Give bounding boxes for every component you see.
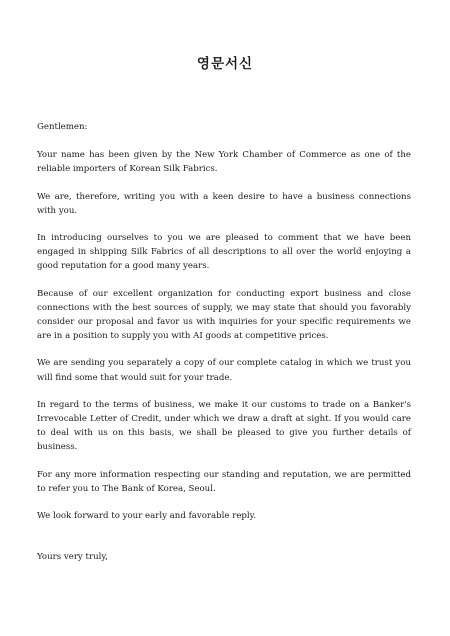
paragraph-5: We are sending you separately a copy of our complete catalog in which we trust you will find some that would suit for your trade. xyxy=(37,358,411,383)
paragraph-6: In regard to the terms of business, we make it our customs to trade on a Banker's Irrevocable Letter of Credit, under which we draw a draft at sight. If you would care to deal with us on this basis, we shall be pleased to give you further details of business. xyxy=(37,399,411,453)
paragraph-2: We are, therefore, writing you with a keen desire to have a business connections with you. xyxy=(37,191,411,216)
paragraph-3: In introducing ourselves to you we are pleased to comment that we have been engaged in shipping Silk Fabrics of all descriptions to all over the world enjoying a good reputation for a good many years. xyxy=(37,233,411,272)
paragraph-1: Your name has been given by the New York Chamber of Commerce as one of the reliable importers of Korean Silk Fabrics. xyxy=(37,150,411,175)
document-title: 영문서신 xyxy=(196,56,254,72)
paragraph-8: We look forward to your early and favorable reply. xyxy=(37,511,257,522)
paragraph-7: For any more information respecting our standing and reputation, we are permitted to refer you to The Bank of Korea, Seoul. xyxy=(37,469,411,494)
letter-body xyxy=(37,120,411,577)
salutation: Gentlemen: xyxy=(37,122,88,132)
paragraph-4: Because of our excellent organization for conducting export business and close connections with the best sources of supply, we may state that should you favorably consider our proposal and favor us with inquiries for your specific requirements we are in a position to supply you with AI goods at competitive prices. xyxy=(37,288,411,342)
closing: Yours very truly, xyxy=(37,552,108,563)
